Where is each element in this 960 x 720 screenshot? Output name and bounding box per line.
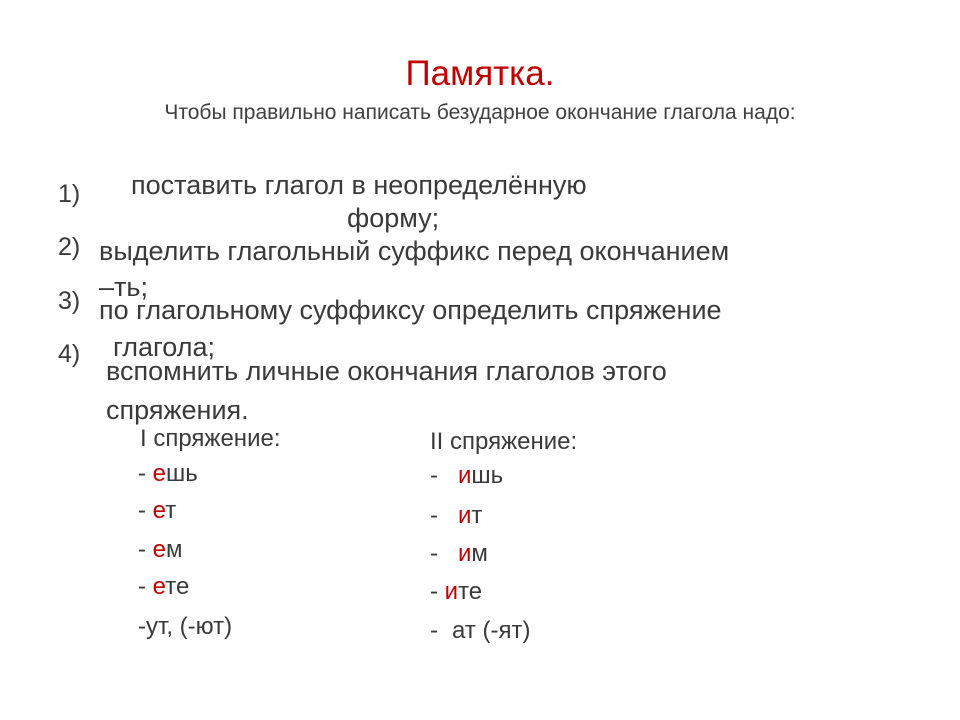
ending-prefix: - [138, 497, 153, 524]
ending-rest: шь [471, 462, 504, 489]
step-number: 1) [58, 180, 81, 208]
ending-vowel: и [458, 540, 472, 567]
conjugation-1-ending [138, 573, 189, 601]
ending-vowel: е [152, 573, 166, 600]
step-text-line: спряжения. [106, 395, 249, 425]
ending-prefix: - [430, 502, 438, 529]
step-text-line: форму; [347, 203, 440, 233]
conjugation-1-heading: I спряжение: [140, 425, 281, 452]
ending-vowel: и [458, 462, 472, 489]
ending-prefix: -ут, (-ют) [138, 613, 233, 640]
ending-rest: м [166, 536, 183, 563]
step-text-line: вспомнить личные окончания глаголов этого [106, 356, 667, 386]
conjugation-1-ending [138, 536, 183, 564]
conjugation-2-heading: II спряжение: [430, 428, 578, 455]
ending-prefix: - [430, 578, 445, 605]
step-text-line: поставить глагол в неопределённую [131, 170, 587, 200]
page-subtitle: Чтобы правильно написать безударное окончание глагола надо: [164, 101, 796, 124]
step-number: 4) [58, 340, 81, 368]
conjugation-2-ending [430, 462, 503, 490]
ending-prefix: - [138, 573, 153, 600]
ending-prefix: - [430, 617, 438, 644]
ending-rest: т [165, 497, 177, 524]
ending-rest: ат (-ят) [452, 617, 531, 644]
page-title: Памятка. [405, 54, 555, 93]
ending-rest: те [458, 578, 483, 605]
ending-vowel: и [458, 502, 472, 529]
ending-prefix: - [138, 536, 153, 563]
conjugation-1-ending [138, 460, 198, 488]
ending-rest: т [471, 502, 483, 529]
ending-vowel: е [152, 497, 166, 524]
conjugation-1-ending [138, 497, 176, 525]
conjugation-2-ending [430, 617, 530, 645]
ending-prefix: - [430, 540, 438, 567]
step-text-line: глагола; [113, 332, 215, 362]
ending-vowel: и [444, 578, 459, 605]
ending-rest: те [165, 573, 190, 600]
conjugation-1-ending [138, 613, 232, 641]
step-text-line: по глагольному суффиксу определить спряжение [99, 295, 722, 325]
ending-rest: м [471, 540, 488, 567]
step-number: 2) [58, 233, 81, 261]
step-text-line: –ть; [99, 272, 148, 302]
conjugation-2-ending [430, 578, 482, 606]
conjugation-2-ending [430, 502, 482, 530]
step-number: 3) [58, 287, 81, 315]
conjugation-2-ending [430, 540, 488, 568]
ending-rest: шь [166, 460, 198, 487]
ending-vowel: е [152, 460, 167, 487]
ending-prefix: - [430, 462, 438, 489]
ending-prefix: - [138, 460, 153, 487]
ending-vowel: е [152, 536, 167, 563]
step-text-line: выделить глагольный суффикс перед окончанием [99, 236, 730, 266]
